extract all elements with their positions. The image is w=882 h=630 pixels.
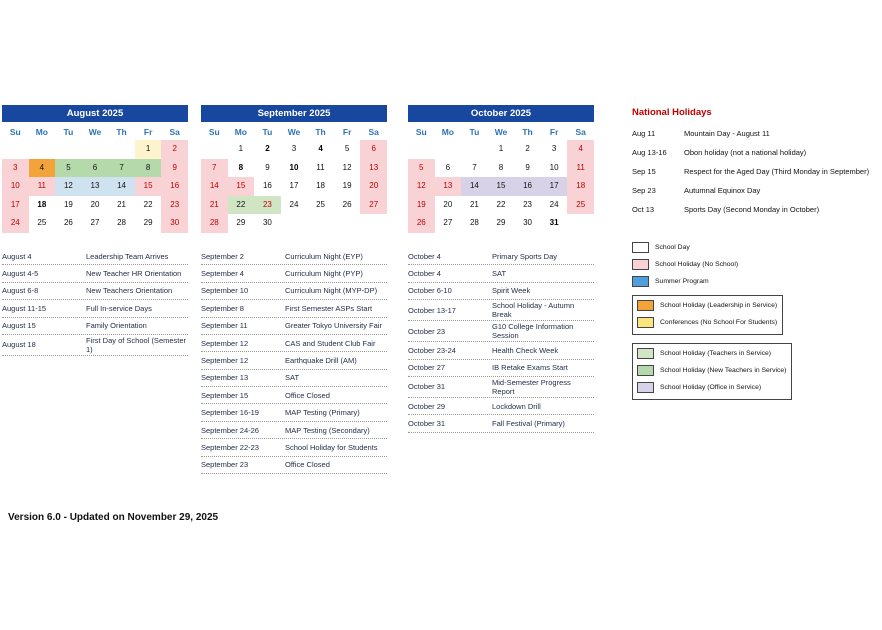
event-date: September 2 [201,251,244,261]
day-cell: 5 [408,159,435,178]
event-date: September 24-26 [201,425,259,435]
event-row [201,370,387,387]
event-row [2,318,188,335]
legend-color-swatch [637,348,654,359]
event-description: MAP Testing (Primary) [285,408,360,418]
day-cell: 18 [316,181,326,191]
day-cell: 2 [161,140,188,159]
day-cell: 24 [2,214,29,233]
event-row [2,300,188,317]
day-cell: 16 [262,181,272,191]
holiday-date: Aug 11 [632,129,656,138]
day-of-week-header: Tu [262,127,273,137]
day-cell: 4 [318,144,323,153]
day-cell: 7 [108,159,135,178]
day-cell: 11 [567,159,594,178]
day-cell: 10 [289,162,299,172]
event-date: September 4 [201,269,244,279]
event-date: September 16-19 [201,408,259,418]
event-date: October 4 [408,269,441,279]
day-cell [108,140,135,159]
day-cell: 9 [265,162,270,172]
day-of-week-header: Th [522,127,533,137]
day-of-week-header: Sa [169,127,180,137]
day-of-week-header: Mo [35,127,48,137]
holiday-description: Autumnal Equinox Day [684,186,761,195]
event-row [201,439,387,456]
event-description: School Holiday - Autumn Break [492,301,575,320]
legend-row [637,348,786,359]
event-date: September 15 [201,390,249,400]
legend-label: Conferences (No School For Students) [660,319,778,326]
day-cell: 14 [461,177,488,196]
day-cell: 5 [55,159,82,178]
day-cell [55,140,82,159]
event-description: Primary Sports Day [492,251,558,261]
day-of-week-header: Th [116,127,127,137]
day-cell: 27 [90,218,100,228]
event-row [201,300,387,317]
event-row [408,265,594,282]
day-cell: 22 [228,196,255,215]
event-date: October 13-17 [408,305,456,315]
day-cell: 10 [549,162,559,172]
event-row [201,318,387,335]
day-cell: 21 [201,196,228,215]
day-cell: 8 [238,162,244,172]
event-date: October 4 [408,251,441,261]
event-description: Mid-Semester Progress Report [492,377,571,396]
month-september-2025 [201,105,387,474]
calendar-grid [201,125,387,233]
day-cell: 21 [117,199,127,209]
day-cell: 23 [254,196,281,215]
event-row [2,335,188,356]
event-description: IB Retake Exams Start [492,363,568,373]
legend-label: School Day [655,244,690,251]
month-title: August 2025 [2,105,188,122]
day-cell: 13 [82,177,109,196]
day-cell: 4 [567,140,594,159]
day-of-week-header: Su [9,127,21,137]
day-cell: 29 [236,218,246,228]
event-description: Earthquake Drill (AM) [285,356,357,365]
event-date: September 23 [201,460,249,470]
day-cell: 25 [316,199,326,209]
day-cell: 3 [551,144,557,153]
event-row [408,300,594,321]
day-cell: 20 [360,177,387,196]
legend-row [632,259,880,270]
holiday-description: Respect for the Aged Day (Third Monday in September) [684,167,870,176]
day-cell: 20 [443,199,453,209]
day-cell: 25 [37,218,47,228]
day-cell: 18 [37,199,47,209]
day-cell: 25 [567,196,594,215]
event-date: September 11 [201,321,248,331]
event-row [2,265,188,282]
day-cell: 12 [55,177,82,196]
event-date: August 18 [2,340,36,350]
day-of-week-header: Sa [368,127,379,137]
event-description: First Semester ASPs Start [285,303,373,313]
event-list [2,248,188,356]
day-cell: 10 [2,177,29,196]
day-cell: 29 [143,218,153,228]
month-title: October 2025 [408,105,594,122]
legend-label: School Holiday (Office in Service) [660,384,762,391]
day-cell: 5 [344,144,350,153]
legend-row [637,382,786,393]
day-cell: 21 [469,199,479,209]
event-row [201,422,387,439]
event-description: CAS and Student Club Fair [285,338,376,348]
event-row [408,398,594,415]
day-cell: 28 [117,218,127,228]
day-of-week-header: Fr [342,127,352,137]
day-cell: 1 [135,140,162,159]
day-cell: 18 [567,177,594,196]
event-description: G10 College Information Session [492,322,574,341]
legend-label: School Holiday (No School) [655,261,739,268]
event-date: August 6-8 [2,286,39,296]
version-footer: Version 6.0 - Updated on November 29, 2025 [8,512,219,523]
event-description: New Teachers Orientation [86,286,173,296]
legend [632,242,880,400]
holiday-description: Mountain Day - August 11 [684,129,770,138]
event-row [201,404,387,421]
event-date: October 31 [408,382,446,392]
legend-row [632,242,880,253]
day-cell: 30 [161,214,188,233]
day-cell: 27 [443,218,453,228]
day-cell: 26 [63,218,73,228]
day-cell: 31 [549,218,559,228]
event-row [408,283,594,300]
day-cell: 20 [90,199,100,209]
day-cell [201,140,228,159]
day-of-week-header: Su [415,127,427,137]
national-holidays-title: National Holidays [632,107,712,118]
event-date: August 4 [2,251,32,261]
event-date: October 6-10 [408,286,452,296]
holiday-description: Sports Day (Second Monday in October) [684,205,820,214]
day-cell [334,214,361,233]
event-row [408,360,594,377]
event-description: Full In-service Days [86,303,152,313]
day-cell: 13 [360,159,387,178]
day-cell [435,140,462,159]
event-list [408,248,594,433]
day-cell: 19 [408,196,435,215]
event-list [201,248,387,474]
legend-color-swatch [632,242,649,253]
day-cell [567,214,594,233]
event-row [201,352,387,369]
day-cell [82,140,109,159]
legend-row [637,365,786,376]
day-cell: 8 [135,159,162,178]
national-holiday-row [632,148,880,157]
day-cell: 2 [525,144,530,153]
event-row [201,387,387,404]
day-cell: 24 [549,199,559,209]
legend-color-swatch [637,382,654,393]
event-row [201,335,387,352]
event-date: August 15 [2,321,36,331]
national-holiday-row [632,186,880,195]
day-cell: 7 [201,159,228,178]
day-cell: 19 [342,181,352,191]
event-row [201,265,387,282]
day-cell: 17 [541,177,568,196]
day-cell: 6 [82,159,109,178]
day-cell: 3 [2,159,29,178]
legend-row [637,300,777,311]
event-date: September 12 [201,356,249,365]
legend-label: School Holiday (New Teachers in Service) [660,367,787,374]
day-cell: 1 [238,144,244,153]
day-of-week-header: Mo [441,127,454,137]
event-row [408,342,594,359]
holiday-date: Aug 13-16 [632,148,667,157]
event-description: SAT [285,373,300,383]
event-row [408,377,594,398]
day-cell [461,140,488,159]
day-of-week-header: Mo [234,127,247,137]
day-of-week-header: We [88,127,102,137]
month-title: September 2025 [201,105,387,122]
day-cell: 16 [161,177,188,196]
day-of-week-header: Tu [469,127,480,137]
day-cell: 6 [360,140,387,159]
event-row [408,321,594,342]
day-cell: 13 [435,177,462,196]
calendar-grid [2,125,188,233]
legend-color-swatch [632,259,649,270]
event-row [201,248,387,265]
legend-row [637,317,777,328]
day-cell: 15 [135,177,162,196]
day-cell: 11 [316,162,325,172]
event-description: Office Closed [285,390,330,400]
day-cell [307,214,334,233]
event-date: October 27 [408,363,446,373]
day-cell: 9 [161,159,188,178]
event-row [408,415,594,432]
day-of-week-header: Fr [549,127,559,137]
event-description: Fall Festival (Primary) [492,419,565,428]
day-cell: 15 [488,177,515,196]
day-cell: 1 [498,144,504,153]
day-cell: 14 [108,177,135,196]
day-cell: 30 [262,218,272,228]
event-description: School Holiday for Students [285,442,378,452]
day-of-week-header: Th [315,127,326,137]
event-date: August 11-15 [2,303,47,313]
day-cell: 19 [63,199,73,209]
event-description: Curriculum Night (MYP-DP) [285,286,378,296]
event-date: September 10 [201,286,249,296]
legend-group-2 [632,343,792,400]
day-of-week-header: Sa [575,127,586,137]
national-holiday-row [632,167,880,176]
day-cell: 12 [342,162,352,172]
legend-label: School Holiday (Leadership in Service) [660,302,778,309]
day-cell: 7 [472,162,477,172]
day-cell: 17 [289,181,299,191]
day-cell: 26 [342,199,352,209]
day-cell: 22 [143,199,153,209]
event-row [2,248,188,265]
month-october-2025 [408,105,594,433]
event-row [201,457,387,474]
day-cell: 23 [161,196,188,215]
day-cell: 3 [291,144,297,153]
event-row [2,283,188,300]
day-cell: 27 [360,196,387,215]
holiday-description: Obon holiday (not a national holiday) [684,148,807,157]
day-cell [360,214,387,233]
event-description: First Day of School (Semester 1) [86,335,187,354]
day-cell: 24 [289,199,299,209]
day-cell [408,140,435,159]
legend-color-swatch [637,317,654,328]
month-august-2025 [2,105,188,356]
calendar-grid [408,125,594,233]
event-date: October 23 [408,326,446,336]
day-cell: 16 [514,177,541,196]
day-of-week-header: We [287,127,301,137]
event-description: SAT [492,269,507,279]
event-description: Spirit Week [492,286,531,296]
day-cell: 8 [498,162,504,172]
legend-color-swatch [632,276,649,287]
event-row [201,283,387,300]
national-holidays [632,107,880,214]
event-date: August 4-5 [2,269,39,279]
event-description: New Teacher HR Orientation [86,269,182,279]
legend-color-swatch [637,365,654,376]
holiday-date: Sep 23 [632,186,656,195]
day-of-week-header: We [494,127,508,137]
sidebar [632,107,880,408]
day-cell: 6 [445,162,451,172]
day-cell: 26 [408,214,435,233]
event-date: October 23-24 [408,345,456,355]
event-date: October 29 [408,401,446,411]
legend-label: Summer Program [655,278,709,285]
day-cell: 28 [201,214,228,233]
event-description: Family Orientation [86,321,147,331]
day-cell: 11 [29,177,56,196]
legend-color-swatch [637,300,654,311]
event-description: MAP Testing (Secondary) [285,425,370,435]
day-of-week-header: Tu [63,127,74,137]
national-holiday-row [632,129,880,138]
day-cell: 4 [29,159,56,178]
event-description: Health Check Week [492,345,559,355]
day-cell: 15 [228,177,255,196]
day-cell: 17 [2,196,29,215]
day-of-week-header: Su [208,127,220,137]
event-description: Curriculum Night (PYP) [285,269,363,279]
event-description: Leadership Team Arrives [86,251,169,261]
event-date: September 22-23 [201,442,259,452]
event-description: Office Closed [285,460,330,470]
event-date: September 8 [201,303,244,313]
event-description: Lockdown Drill [492,401,541,411]
event-date: October 31 [408,419,446,428]
day-cell: 9 [525,162,530,172]
legend-group-1 [632,295,783,335]
event-description: Greater Tokyo University Fair [285,321,382,331]
day-cell: 23 [523,199,533,209]
holiday-date: Oct 13 [632,205,655,214]
day-of-week-header: Fr [143,127,153,137]
day-cell: 29 [496,218,506,228]
day-cell [2,140,29,159]
national-holiday-row [632,205,880,214]
national-holidays-list [632,129,880,214]
day-cell: 12 [408,177,435,196]
day-cell: 30 [523,218,533,228]
day-cell: 28 [469,218,479,228]
day-cell [29,140,56,159]
holiday-date: Sep 15 [632,167,656,176]
day-cell: 22 [496,199,506,209]
day-cell [281,214,308,233]
legend-row [632,276,880,287]
day-cell: 2 [265,144,270,153]
event-description: Curriculum Night (EYP) [285,251,363,261]
legend-label: School Holiday (Teachers in Service) [660,350,772,357]
event-date: September 13 [201,373,249,383]
event-row [408,248,594,265]
day-cell: 14 [201,177,228,196]
event-date: September 12 [201,338,249,348]
